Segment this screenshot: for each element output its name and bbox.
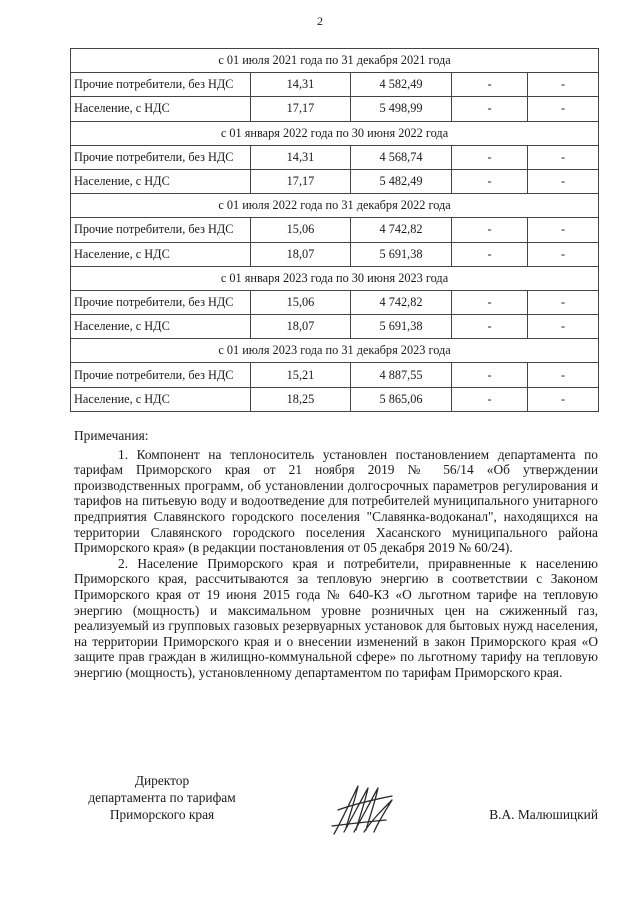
component-cell: 17,17 <box>251 97 351 121</box>
consumer-cell: Прочие потребители, без НДС <box>71 290 251 314</box>
dash-cell: - <box>528 315 599 339</box>
notes-title: Примечания: <box>74 428 149 443</box>
period-cell: с 01 июля 2021 года по 31 декабря 2021 года <box>71 49 599 73</box>
signatory-title-line: департамента по тарифам <box>88 790 236 805</box>
signatory-name: В.А. Малюшицкий <box>489 807 598 822</box>
energy-cell: 4 568,74 <box>351 145 452 169</box>
dash-cell: - <box>452 363 528 387</box>
dash-cell: - <box>528 387 599 411</box>
dash-cell: - <box>528 145 599 169</box>
energy-cell: 4 582,49 <box>351 73 452 97</box>
period-row <box>71 266 599 290</box>
signatory-title-line: Директор <box>134 773 190 788</box>
period-row <box>71 49 599 73</box>
consumer-cell: Население, с НДС <box>71 242 251 266</box>
period-cell: с 01 июля 2023 года по 31 декабря 2023 года <box>71 339 599 363</box>
component-cell: 15,06 <box>251 218 351 242</box>
component-cell: 14,31 <box>251 73 351 97</box>
table-row <box>71 290 599 314</box>
handwritten-signature-icon <box>328 780 400 838</box>
dash-cell: - <box>452 290 528 314</box>
energy-cell: 4 742,82 <box>351 218 452 242</box>
energy-cell: 4 742,82 <box>351 290 452 314</box>
energy-cell: 5 691,38 <box>351 315 452 339</box>
dash-cell: - <box>452 73 528 97</box>
table-row <box>71 169 599 193</box>
dash-cell: - <box>452 242 528 266</box>
table-row <box>71 363 599 387</box>
tariff-table <box>70 48 599 412</box>
component-cell: 18,07 <box>251 242 351 266</box>
component-cell: 18,07 <box>251 315 351 339</box>
energy-cell: 5 482,49 <box>351 169 452 193</box>
dash-cell: - <box>528 363 599 387</box>
component-cell: 17,17 <box>251 169 351 193</box>
table-row <box>71 315 599 339</box>
consumer-cell: Население, с НДС <box>71 97 251 121</box>
dash-cell: - <box>452 145 528 169</box>
energy-cell: 4 887,55 <box>351 363 452 387</box>
consumer-cell: Прочие потребители, без НДС <box>71 73 251 97</box>
dash-cell: - <box>452 97 528 121</box>
period-row <box>71 121 599 145</box>
component-cell: 18,25 <box>251 387 351 411</box>
dash-cell: - <box>528 242 599 266</box>
signatory-title-line: Приморского края <box>109 807 215 822</box>
energy-cell: 5 865,06 <box>351 387 452 411</box>
period-row <box>71 339 599 363</box>
period-cell: с 01 января 2023 года по 30 июня 2023 года <box>71 266 599 290</box>
dash-cell: - <box>528 97 599 121</box>
note-item-1: 1. Компонент на теплоноситель установлен постановлением департамента по тарифам Приморского края от 21 ноября 2019 № 56/14 «Об утверждении производственных программ, об установлении долгосрочных параметров регулирования и тарифов на питьевую воду и водоотведение для потребителей муниципального унитарного предприятия Славянского городского поселения "Славянка-водоканал", находящихся на территории Славянского городского поселения Хасанского муниципального района Приморского края» (в редакции постановления от 05 декабря 2019 № 60/24). <box>74 446 598 556</box>
table-row <box>71 73 599 97</box>
consumer-cell: Прочие потребители, без НДС <box>71 218 251 242</box>
energy-cell: 5 498,99 <box>351 97 452 121</box>
table-row <box>71 97 599 121</box>
page-number: 2 <box>317 14 323 28</box>
table-row <box>71 145 599 169</box>
notes-section <box>74 428 598 681</box>
consumer-cell: Прочие потребители, без НДС <box>71 145 251 169</box>
dash-cell: - <box>528 169 599 193</box>
signatory-title <box>72 772 252 823</box>
table-row <box>71 387 599 411</box>
tariff-table-body <box>71 49 599 412</box>
period-cell: с 01 июля 2022 года по 31 декабря 2022 года <box>71 194 599 218</box>
dash-cell: - <box>528 73 599 97</box>
table-row <box>71 242 599 266</box>
consumer-cell: Население, с НДС <box>71 315 251 339</box>
dash-cell: - <box>528 218 599 242</box>
period-cell: с 01 января 2022 года по 30 июня 2022 года <box>71 121 599 145</box>
dash-cell: - <box>452 169 528 193</box>
consumer-cell: Прочие потребители, без НДС <box>71 363 251 387</box>
signature-block <box>72 772 598 842</box>
dash-cell: - <box>452 387 528 411</box>
component-cell: 15,06 <box>251 290 351 314</box>
consumer-cell: Население, с НДС <box>71 169 251 193</box>
consumer-cell: Население, с НДС <box>71 387 251 411</box>
component-cell: 14,31 <box>251 145 351 169</box>
table-row <box>71 218 599 242</box>
energy-cell: 5 691,38 <box>351 242 452 266</box>
dash-cell: - <box>452 315 528 339</box>
dash-cell: - <box>452 218 528 242</box>
period-row <box>71 194 599 218</box>
component-cell: 15,21 <box>251 363 351 387</box>
note-item-2: 2. Население Приморского края и потребители, приравненные к населению Приморского края, рассчитываются за тепловую энергию в соответствии с Законом Приморского края от 19 июня 2015 года № 640-КЗ «О льготном тарифе на тепловую энергию (мощность) и максимальном уровне розничных цен на сжиженный газ, реализуемый из групповых газовых резервуарных установок для бытовых нужд населения, на территории Приморского края и о внесении изменений в закон Приморского края «О защите прав граждан в жилищно-коммунальной сфере» по льготному тарифу на тепловую энергию (мощность), установленному департаментом по тарифам Приморского края. <box>74 555 598 680</box>
dash-cell: - <box>528 290 599 314</box>
